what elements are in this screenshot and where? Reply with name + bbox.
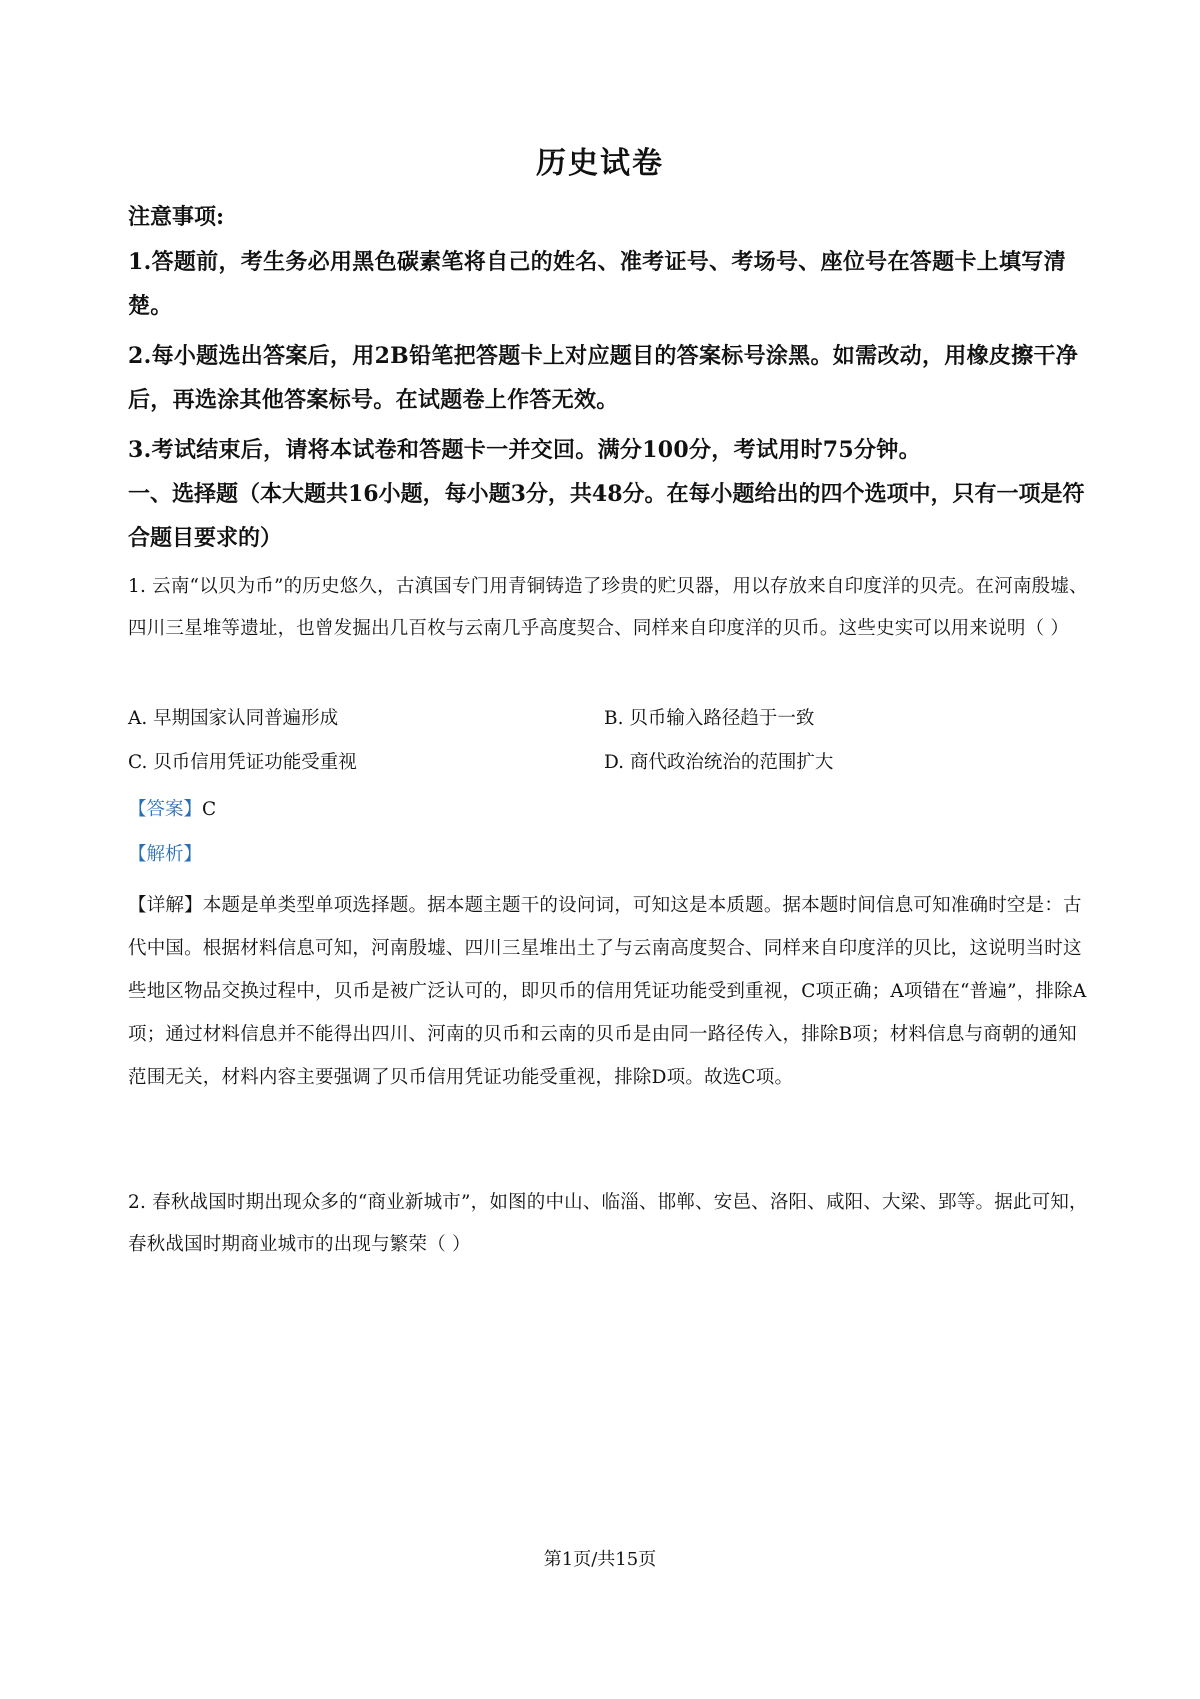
question-1-option-c: C. 贝币信用凭证功能受重视: [128, 752, 357, 773]
detail-tag: 【详解】: [128, 895, 203, 916]
question-1-option-b: B. 贝币输入路径趋于一致: [604, 708, 815, 729]
question-1-option-a: A. 早期国家认同普遍形成: [128, 708, 339, 729]
question-2-stem: 2. 春秋战国时期出现众多的“商业新城市”，如图的中山、临淄、邯郸、安邑、洛阳、咸阳、大梁、郢等。据此可知，春秋战国时期商业城市的出现与繁荣（ ）: [128, 1192, 1088, 1255]
notice-item-1: 1.答题前，考生务必用黑色碳素笔将自己的姓名、准考证号、考场号、座位号在答题卡上填写清楚。: [128, 249, 1066, 319]
notice-item-3: 3.考试结束后，请将本试卷和答题卡一并交回。满分100分，考试用时75分钟。: [128, 437, 921, 463]
page-title: 历史试卷: [536, 146, 664, 181]
page-footer: 第1页/共15页: [543, 1549, 657, 1570]
question-1-answer: [128, 795, 216, 821]
notice-heading: 注意事项:: [128, 204, 225, 230]
answer-value: C: [202, 799, 217, 820]
question-1-stem: 1. 云南“以贝为币”的历史悠久，古滇国专门用青铜铸造了珍贵的贮贝器，用以存放来自印度洋的贝壳。在河南殷墟、四川三星堆等遗址，也曾发掘出几百枚与云南几乎高度契合、同样来自印度洋的贝币。这些史实可以用来说明（ ）: [128, 576, 1088, 639]
analysis-tag: 【解析】: [128, 844, 203, 865]
question-1-option-d: D. 商代政治统治的范围扩大: [604, 752, 834, 773]
answer-tag: 【答案】: [128, 799, 203, 820]
question-1-detail: [128, 884, 1093, 1099]
notice-item-2: 2.每小题选出答案后，用2B铅笔把答题卡上对应题目的答案标号涂黑。如需改动，用橡皮擦干净后，再选涂其他答案标号。在试题卷上作答无效。: [128, 343, 1079, 413]
section-heading: 一、选择题（本大题共16小题，每小题3分，共48分。在每小题给出的四个选项中，只有一项是符合题目要求的）: [128, 481, 1085, 551]
detail-text: 本题是单类型单项选择题。据本题主题干的设问词，可知这是本质题。据本题时间信息可知准确时空是：古代中国。根据材料信息可知，河南殷墟、四川三星堆出土了与云南高度契合、同样来自印度洋的贝比，这说明当时这些地区物品交换过程中，贝币是被广泛认可的，即贝币的信用凭证功能受到重视，C项正确；A项错在“普遍”，排除A项；通过材料信息并不能得出四川、河南的贝币和云南的贝币是由同一路径传入，排除B项；材料信息与商朝的通知范围无关，材料内容主要强调了贝币信用凭证功能受重视，排除D项。故选C项。: [128, 895, 1087, 1088]
